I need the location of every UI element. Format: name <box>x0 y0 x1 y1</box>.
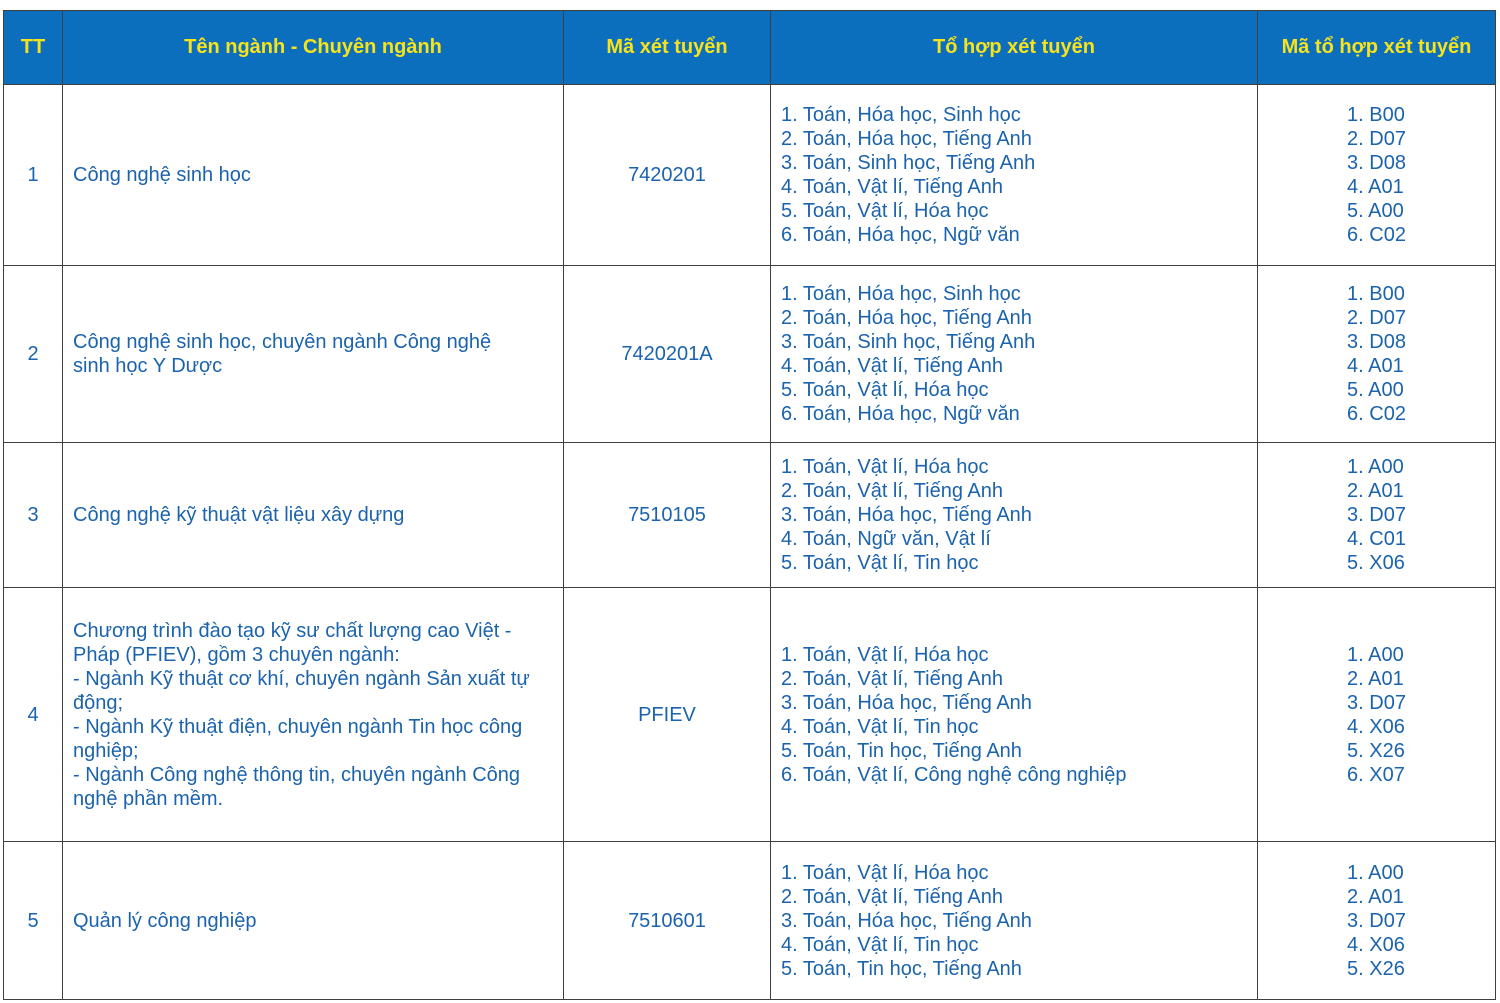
combination-item: 1. Toán, Hóa học, Sinh học <box>781 104 1021 126</box>
major-name <box>63 85 564 266</box>
combination-item: 3. Toán, Hóa học, Tiếng Anh <box>781 691 1032 714</box>
combination-item: 3. Toán, Hóa học, Tiếng Anh <box>781 909 1032 932</box>
subject-combinations <box>771 85 1258 266</box>
combination-code: 4. A01 <box>1347 176 1404 198</box>
major-name-line: nghệ phần mềm. <box>73 787 224 810</box>
combination-codes <box>1258 842 1496 1000</box>
combination-item: 1. Toán, Vật lí, Hóa học <box>781 643 989 666</box>
combination-code: 4. X06 <box>1347 715 1405 738</box>
header-combo-codes: Mã tổ hợp xét tuyển <box>1258 11 1496 85</box>
header-combos: Tổ hợp xét tuyển <box>771 11 1258 85</box>
combination-code: 1. A00 <box>1347 643 1404 666</box>
row-number: 5 <box>4 842 63 1000</box>
combination-item: 2. Toán, Vật lí, Tiếng Anh <box>781 480 1004 502</box>
combination-code: 4. X06 <box>1347 933 1405 956</box>
combination-item: 4. Toán, Vật lí, Tiếng Anh <box>781 355 1004 377</box>
header-name: Tên ngành - Chuyên ngành <box>63 11 564 85</box>
table-header <box>4 11 1496 85</box>
combination-item: 4. Toán, Ngữ văn, Vật lí <box>781 528 991 550</box>
combination-codes <box>1258 85 1496 266</box>
combination-code: 2. A01 <box>1347 480 1404 502</box>
table-body <box>4 85 1496 1000</box>
combination-item: 4. Toán, Vật lí, Tiếng Anh <box>781 176 1004 198</box>
combination-item: 1. Toán, Hóa học, Sinh học <box>781 283 1021 305</box>
combination-code: 4. A01 <box>1347 355 1404 377</box>
combination-item: 5. Toán, Tin học, Tiếng Anh <box>781 739 1022 762</box>
combination-code: 5. X06 <box>1347 552 1405 574</box>
major-name-line: động; <box>73 691 124 714</box>
major-name-line: - Ngành Kỹ thuật điện, chuyên ngành Tin học công <box>73 715 523 738</box>
major-name-line: - Ngành Kỹ thuật cơ khí, chuyên ngành Sản xuất tự <box>73 667 530 690</box>
combination-code: 3. D07 <box>1347 909 1406 932</box>
combination-code: 2. D07 <box>1347 128 1406 150</box>
combination-code: 2. A01 <box>1347 885 1404 908</box>
combination-code: 1. B00 <box>1347 104 1405 126</box>
row-number: 3 <box>4 443 63 588</box>
combination-item: 6. Toán, Hóa học, Ngữ văn <box>781 224 1020 246</box>
combination-code: 3. D08 <box>1347 331 1406 353</box>
combination-item: 5. Toán, Tin học, Tiếng Anh <box>781 957 1022 980</box>
combination-code: 2. A01 <box>1347 667 1404 690</box>
major-name-line: Pháp (PFIEV), gồm 3 chuyên ngành: <box>73 643 400 666</box>
combination-codes <box>1258 443 1496 588</box>
combination-code: 6. C02 <box>1347 403 1406 425</box>
combination-code: 5. X26 <box>1347 739 1405 762</box>
combination-code: 5. A00 <box>1347 379 1404 401</box>
combination-item: 5. Toán, Vật lí, Hóa học <box>781 379 989 401</box>
admission-code: PFIEV <box>564 588 771 842</box>
major-name <box>63 443 564 588</box>
major-name-line: - Ngành Công nghệ thông tin, chuyên ngành Công <box>73 763 521 786</box>
major-name-line: Quản lý công nghiệp <box>73 909 257 932</box>
admission-code: 7420201 <box>564 85 771 266</box>
combination-code: 3. D07 <box>1347 691 1406 714</box>
combination-item: 4. Toán, Vật lí, Tin học <box>781 715 979 738</box>
combination-code: 4. C01 <box>1347 528 1406 550</box>
major-name <box>63 588 564 842</box>
subject-combinations <box>771 842 1258 1000</box>
combination-code: 1. A00 <box>1347 456 1404 478</box>
combination-item: 5. Toán, Vật lí, Tin học <box>781 552 979 574</box>
major-name <box>63 842 564 1000</box>
header-row <box>4 11 1496 85</box>
combination-item: 2. Toán, Hóa học, Tiếng Anh <box>781 307 1032 329</box>
major-name <box>63 266 564 443</box>
row-number: 2 <box>4 266 63 443</box>
admission-code: 7510105 <box>564 443 771 588</box>
combination-item: 2. Toán, Hóa học, Tiếng Anh <box>781 128 1032 150</box>
combination-item: 1. Toán, Vật lí, Hóa học <box>781 456 989 478</box>
table-row <box>4 266 1496 443</box>
combination-codes <box>1258 588 1496 842</box>
subject-combinations <box>771 266 1258 443</box>
subject-combinations <box>771 443 1258 588</box>
combination-item: 3. Toán, Sinh học, Tiếng Anh <box>781 152 1036 174</box>
major-name-line: Chương trình đào tạo kỹ sư chất lượng cao Việt - <box>73 619 512 642</box>
combination-code: 2. D07 <box>1347 307 1406 329</box>
combination-code: 6. X07 <box>1347 763 1405 786</box>
row-number: 1 <box>4 85 63 266</box>
combination-item: 6. Toán, Hóa học, Ngữ văn <box>781 403 1020 425</box>
combination-code: 6. C02 <box>1347 224 1406 246</box>
major-name-line: Công nghệ sinh học, chuyên ngành Công nghệ <box>73 331 492 353</box>
combination-code: 1. B00 <box>1347 283 1405 305</box>
admission-code: 7420201A <box>564 266 771 443</box>
combination-code: 5. X26 <box>1347 957 1405 980</box>
combination-code: 3. D08 <box>1347 152 1406 174</box>
header-code: Mã xét tuyển <box>564 11 771 85</box>
combination-item: 2. Toán, Vật lí, Tiếng Anh <box>781 885 1004 908</box>
combination-codes <box>1258 266 1496 443</box>
major-name-line: Công nghệ sinh học <box>73 164 251 186</box>
combination-code: 3. D07 <box>1347 504 1406 526</box>
header-tt: TT <box>4 11 63 85</box>
combination-item: 1. Toán, Vật lí, Hóa học <box>781 861 989 884</box>
combination-code: 1. A00 <box>1347 861 1404 884</box>
admission-code: 7510601 <box>564 842 771 1000</box>
combination-item: 5. Toán, Vật lí, Hóa học <box>781 200 989 222</box>
admission-table <box>3 10 1496 1000</box>
table-row <box>4 842 1496 1000</box>
major-name-line: nghiệp; <box>73 739 139 762</box>
table-row <box>4 443 1496 588</box>
table-row <box>4 588 1496 842</box>
combination-item: 3. Toán, Hóa học, Tiếng Anh <box>781 504 1032 526</box>
combination-item: 3. Toán, Sinh học, Tiếng Anh <box>781 331 1036 353</box>
combination-code: 5. A00 <box>1347 200 1404 222</box>
row-number: 4 <box>4 588 63 842</box>
combination-item: 2. Toán, Vật lí, Tiếng Anh <box>781 667 1004 690</box>
major-name-line: sinh học Y Dược <box>73 355 223 377</box>
combination-item: 6. Toán, Vật lí, Công nghệ công nghiệp <box>781 763 1127 786</box>
table-row <box>4 85 1496 266</box>
subject-combinations <box>771 588 1258 842</box>
major-name-line: Công nghệ kỹ thuật vật liệu xây dựng <box>73 504 405 526</box>
combination-item: 4. Toán, Vật lí, Tin học <box>781 933 979 956</box>
